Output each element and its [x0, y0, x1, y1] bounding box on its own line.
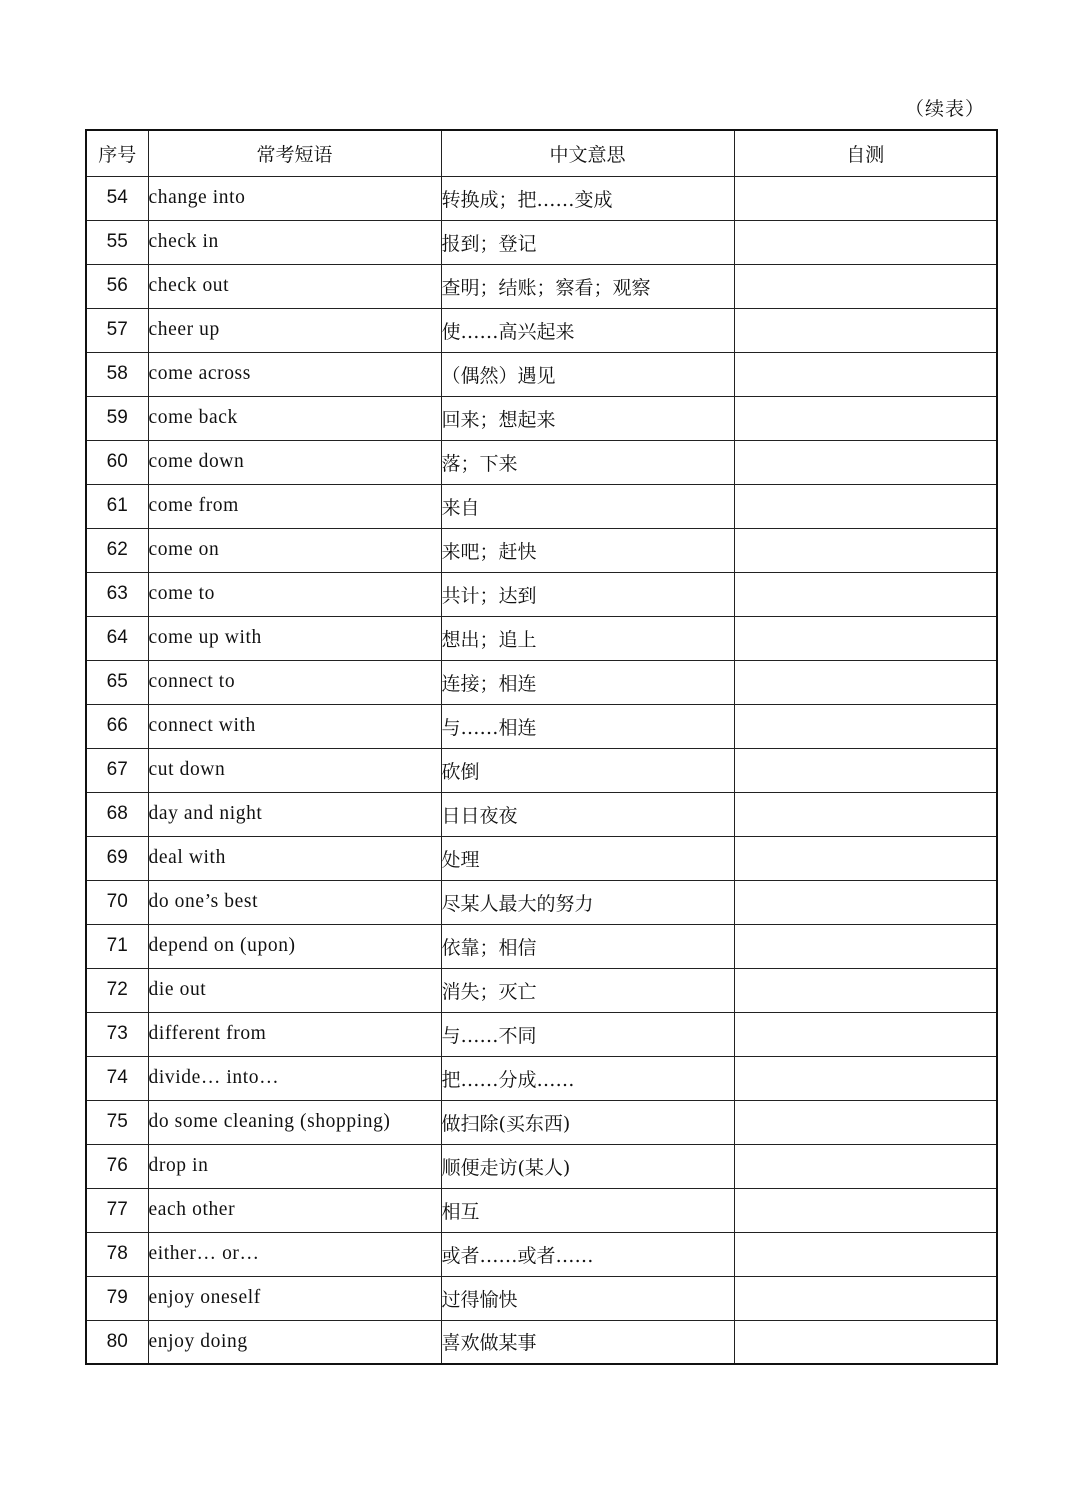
- row-self-test-cell[interactable]: [734, 792, 997, 836]
- table-row: [86, 440, 997, 484]
- row-meaning: 处理: [441, 836, 734, 880]
- table-row: [86, 792, 997, 836]
- row-number: 77: [86, 1188, 148, 1232]
- row-phrase: come back: [148, 396, 441, 440]
- row-meaning: 想出；追上: [441, 616, 734, 660]
- row-number: 55: [86, 220, 148, 264]
- row-self-test-cell[interactable]: [734, 1144, 997, 1188]
- row-meaning: 查明；结账；察看；观察: [441, 264, 734, 308]
- row-number: 63: [86, 572, 148, 616]
- row-number: 75: [86, 1100, 148, 1144]
- row-number: 80: [86, 1320, 148, 1364]
- row-meaning: 转换成；把……变成: [441, 176, 734, 220]
- row-phrase: divide… into…: [148, 1056, 441, 1100]
- row-number: 73: [86, 1012, 148, 1056]
- table-row: [86, 1320, 997, 1364]
- row-self-test-cell[interactable]: [734, 1320, 997, 1364]
- table-row: [86, 748, 997, 792]
- row-phrase: change into: [148, 176, 441, 220]
- row-phrase: different from: [148, 1012, 441, 1056]
- row-meaning: 落；下来: [441, 440, 734, 484]
- row-self-test-cell[interactable]: [734, 924, 997, 968]
- row-meaning: 尽某人最大的努力: [441, 880, 734, 924]
- row-meaning: 来吧；赶快: [441, 528, 734, 572]
- row-self-test-cell[interactable]: [734, 396, 997, 440]
- row-self-test-cell[interactable]: [734, 748, 997, 792]
- row-self-test-cell[interactable]: [734, 968, 997, 1012]
- table-row: [86, 220, 997, 264]
- row-phrase: connect to: [148, 660, 441, 704]
- row-meaning: 或者……或者……: [441, 1232, 734, 1276]
- row-meaning: 做扫除(买东西): [441, 1100, 734, 1144]
- table-row: [86, 1144, 997, 1188]
- row-number: 57: [86, 308, 148, 352]
- table-row: [86, 176, 997, 220]
- table-row: [86, 1276, 997, 1320]
- row-number: 69: [86, 836, 148, 880]
- row-number: 61: [86, 484, 148, 528]
- row-number: 66: [86, 704, 148, 748]
- row-number: 56: [86, 264, 148, 308]
- row-number: 70: [86, 880, 148, 924]
- row-self-test-cell[interactable]: [734, 352, 997, 396]
- table-row: [86, 616, 997, 660]
- row-phrase: do one’s best: [148, 880, 441, 924]
- table-row: [86, 968, 997, 1012]
- row-phrase: either… or…: [148, 1232, 441, 1276]
- row-self-test-cell[interactable]: [734, 836, 997, 880]
- row-self-test-cell[interactable]: [734, 704, 997, 748]
- row-self-test-cell[interactable]: [734, 1188, 997, 1232]
- row-phrase: check out: [148, 264, 441, 308]
- header-number: 序号: [86, 130, 148, 176]
- row-number: 59: [86, 396, 148, 440]
- table-row: [86, 660, 997, 704]
- header-self-test: 自测: [734, 130, 997, 176]
- row-meaning: （偶然）遇见: [441, 352, 734, 396]
- row-self-test-cell[interactable]: [734, 1056, 997, 1100]
- row-phrase: check in: [148, 220, 441, 264]
- continued-label: （续表）: [905, 98, 986, 120]
- phrase-table: [85, 129, 998, 1365]
- row-phrase: cheer up: [148, 308, 441, 352]
- row-self-test-cell[interactable]: [734, 1012, 997, 1056]
- row-number: 68: [86, 792, 148, 836]
- table-row: [86, 1056, 997, 1100]
- table-row: [86, 1188, 997, 1232]
- row-self-test-cell[interactable]: [734, 1232, 997, 1276]
- row-meaning: 喜欢做某事: [441, 1320, 734, 1364]
- header-meaning: 中文意思: [441, 130, 734, 176]
- row-self-test-cell[interactable]: [734, 528, 997, 572]
- row-number: 79: [86, 1276, 148, 1320]
- row-meaning: 依靠；相信: [441, 924, 734, 968]
- row-phrase: connect with: [148, 704, 441, 748]
- row-phrase: each other: [148, 1188, 441, 1232]
- row-number: 78: [86, 1232, 148, 1276]
- row-meaning: 与……不同: [441, 1012, 734, 1056]
- row-meaning: 连接；相连: [441, 660, 734, 704]
- row-self-test-cell[interactable]: [734, 220, 997, 264]
- row-phrase: enjoy doing: [148, 1320, 441, 1364]
- row-meaning: 过得愉快: [441, 1276, 734, 1320]
- row-self-test-cell[interactable]: [734, 484, 997, 528]
- row-meaning: 日日夜夜: [441, 792, 734, 836]
- table-row: [86, 836, 997, 880]
- row-number: 65: [86, 660, 148, 704]
- row-number: 60: [86, 440, 148, 484]
- row-meaning: 顺便走访(某人): [441, 1144, 734, 1188]
- row-phrase: drop in: [148, 1144, 441, 1188]
- table-header-row: [86, 130, 997, 176]
- row-phrase: enjoy oneself: [148, 1276, 441, 1320]
- table-row: [86, 352, 997, 396]
- row-number: 54: [86, 176, 148, 220]
- table-row: [86, 572, 997, 616]
- row-number: 58: [86, 352, 148, 396]
- table-row: [86, 1012, 997, 1056]
- row-phrase: come up with: [148, 616, 441, 660]
- row-self-test-cell[interactable]: [734, 1100, 997, 1144]
- row-phrase: come across: [148, 352, 441, 396]
- table-row: [86, 264, 997, 308]
- table-row: [86, 1100, 997, 1144]
- row-phrase: deal with: [148, 836, 441, 880]
- row-meaning: 与……相连: [441, 704, 734, 748]
- row-phrase: come from: [148, 484, 441, 528]
- row-phrase: die out: [148, 968, 441, 1012]
- row-self-test-cell[interactable]: [734, 1276, 997, 1320]
- table-row: [86, 1232, 997, 1276]
- row-meaning: 使……高兴起来: [441, 308, 734, 352]
- row-phrase: come to: [148, 572, 441, 616]
- row-self-test-cell[interactable]: [734, 660, 997, 704]
- row-meaning: 报到；登记: [441, 220, 734, 264]
- table-row: [86, 308, 997, 352]
- header-phrase: 常考短语: [148, 130, 441, 176]
- table-row: [86, 880, 997, 924]
- row-self-test-cell[interactable]: [734, 616, 997, 660]
- row-phrase: do some cleaning (shopping): [148, 1100, 441, 1144]
- row-meaning: 消失；灭亡: [441, 968, 734, 1012]
- row-number: 76: [86, 1144, 148, 1188]
- row-self-test-cell[interactable]: [734, 308, 997, 352]
- table-row: [86, 924, 997, 968]
- row-number: 71: [86, 924, 148, 968]
- row-self-test-cell[interactable]: [734, 880, 997, 924]
- row-phrase: day and night: [148, 792, 441, 836]
- row-number: 67: [86, 748, 148, 792]
- row-phrase: come down: [148, 440, 441, 484]
- table-row: [86, 396, 997, 440]
- row-self-test-cell[interactable]: [734, 264, 997, 308]
- table-row: [86, 484, 997, 528]
- row-meaning: 砍倒: [441, 748, 734, 792]
- row-self-test-cell[interactable]: [734, 572, 997, 616]
- row-number: 72: [86, 968, 148, 1012]
- row-meaning: 来自: [441, 484, 734, 528]
- row-number: 64: [86, 616, 148, 660]
- row-self-test-cell[interactable]: [734, 440, 997, 484]
- table-row: [86, 528, 997, 572]
- row-meaning: 共计；达到: [441, 572, 734, 616]
- row-number: 74: [86, 1056, 148, 1100]
- table-row: [86, 704, 997, 748]
- row-meaning: 相互: [441, 1188, 734, 1232]
- row-phrase: depend on (upon): [148, 924, 441, 968]
- row-self-test-cell[interactable]: [734, 176, 997, 220]
- row-phrase: cut down: [148, 748, 441, 792]
- row-meaning: 把……分成……: [441, 1056, 734, 1100]
- row-meaning: 回来；想起来: [441, 396, 734, 440]
- row-phrase: come on: [148, 528, 441, 572]
- row-number: 62: [86, 528, 148, 572]
